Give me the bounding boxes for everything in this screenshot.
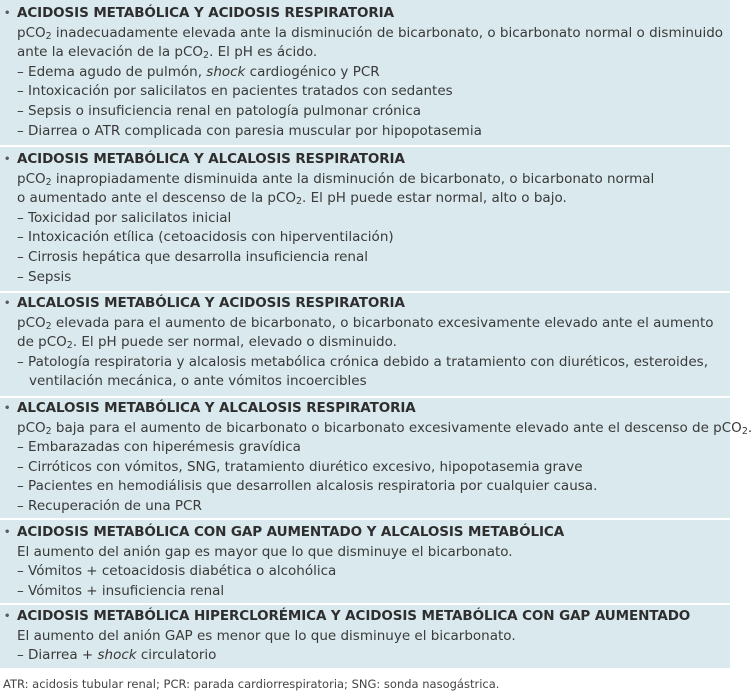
description-line: de pCO$_2$. El pH puede ser normal, elevado o disminuido. <box>17 334 397 352</box>
list-item: – Cirróticos con vómitos, SNG, tratamiento diurético excesivo, hipopotasemia grave <box>17 458 583 475</box>
description-line: pCO$_2$ inadecuadamente elevada ante la disminución de bicarbonato, o bicarbonato normal o disminuido <box>17 24 724 42</box>
section-divider <box>0 145 730 147</box>
section-2 <box>0 150 730 287</box>
description-line: pCO$_2$ elevada para el aumento de bicarbonato, o bicarbonato excesivamente elevado ante el aumento <box>17 314 714 332</box>
description-line: El aumento del anión gap es mayor que lo que disminuye el bicarbonato. <box>17 543 513 560</box>
list-item: – Diarrea o ATR complicada con paresia muscular por hipopotasemia <box>17 122 482 139</box>
section-6 <box>0 607 730 666</box>
list-item: – Intoxicación por salicilatos en pacientes tratados con sedantes <box>17 83 453 100</box>
section-title: • ACIDOSIS METABÓLICA Y ACIDOSIS RESPIRATORIA <box>0 4 730 24</box>
footnote: ATR: acidosis tubular renal; PCR: parada cardiorrespiratoria; SNG: sonda nasogástrica. <box>3 677 500 691</box>
bullet-icon: • <box>4 298 11 309</box>
bullet-icon: • <box>4 403 11 414</box>
list-item: – Edema agudo de pulmón, shock cardiogénico y PCR <box>17 63 380 80</box>
list-item: – Sepsis <box>17 268 72 285</box>
description-line: pCO$_2$ baja para el aumento de bicarbonato o bicarbonato excesivamente elevado ante el descenso de pCO$_2$. <box>17 419 752 437</box>
list-item: – Intoxicación etílica (cetoacidosis con hiperventilación) <box>17 229 394 246</box>
list-item: – Vómitos + cetoacidosis diabética o alcohólica <box>17 563 337 580</box>
section-title: • ACIDOSIS METABÓLICA CON GAP AUMENTADO Y ALCALOSIS METABÓLICA <box>0 523 730 543</box>
description-line: ante la elevación de la pCO$_2$. El pH es ácido. <box>17 44 318 62</box>
list-item: – Diarrea + shock circulatorio <box>17 647 217 664</box>
section-1 <box>0 4 730 141</box>
description-line: pCO$_2$ inapropiadamente disminuida ante la disminución de bicarbonato, o bicarbonato normal <box>17 170 655 188</box>
list-item-continuation: ventilación mecánica, o ante vómitos incoercibles <box>29 373 367 390</box>
section-title: • ALCALOSIS METABÓLICA Y ACIDOSIS RESPIRATORIA <box>0 294 730 314</box>
description-line: El aumento del anión GAP es menor que lo que disminuye el bicarbonato. <box>17 627 516 644</box>
section-title: • ACIDOSIS METABÓLICA Y ALCALOSIS RESPIRATORIA <box>0 150 730 170</box>
list-item: – Toxicidad por salicilatos inicial <box>17 209 232 226</box>
bullet-icon: • <box>4 527 11 538</box>
bullet-icon: • <box>4 8 11 19</box>
list-item: – Vómitos + insuficiencia renal <box>17 582 225 599</box>
list-item: – Cirrosis hepática que desarrolla insuficiencia renal <box>17 248 368 265</box>
section-4 <box>0 399 752 517</box>
section-title: • ACIDOSIS METABÓLICA HIPERCLORÉMICA Y ACIDOSIS METABÓLICA CON GAP AUMENTADO <box>0 607 730 627</box>
section-5 <box>0 523 730 601</box>
section-divider <box>0 518 730 520</box>
list-item: – Pacientes en hemodiálisis que desarrollen alcalosis respiratoria por cualquier causa. <box>17 478 598 495</box>
section-divider <box>0 291 730 293</box>
list-item: – Sepsis o insuficiencia renal en patología pulmonar crónica <box>17 102 422 119</box>
section-divider <box>0 603 730 605</box>
section-divider <box>0 396 730 398</box>
section-title: • ALCALOSIS METABÓLICA Y ALCALOSIS RESPIRATORIA <box>0 399 730 419</box>
list-item: – Embarazadas con hiperémesis gravídica <box>17 439 301 456</box>
bullet-icon: • <box>4 611 11 622</box>
bullet-icon: • <box>4 154 11 165</box>
section-3 <box>0 294 730 392</box>
description-line: o aumentado ante el descenso de la pCO$_2$. El pH puede estar normal, alto o bajo. <box>17 190 567 208</box>
list-item: – Patología respiratoria y alcalosis metabólica crónica debido a tratamiento con diuréticos, esteroides, <box>17 353 709 370</box>
list-item: – Recuperación de una PCR <box>17 497 202 514</box>
